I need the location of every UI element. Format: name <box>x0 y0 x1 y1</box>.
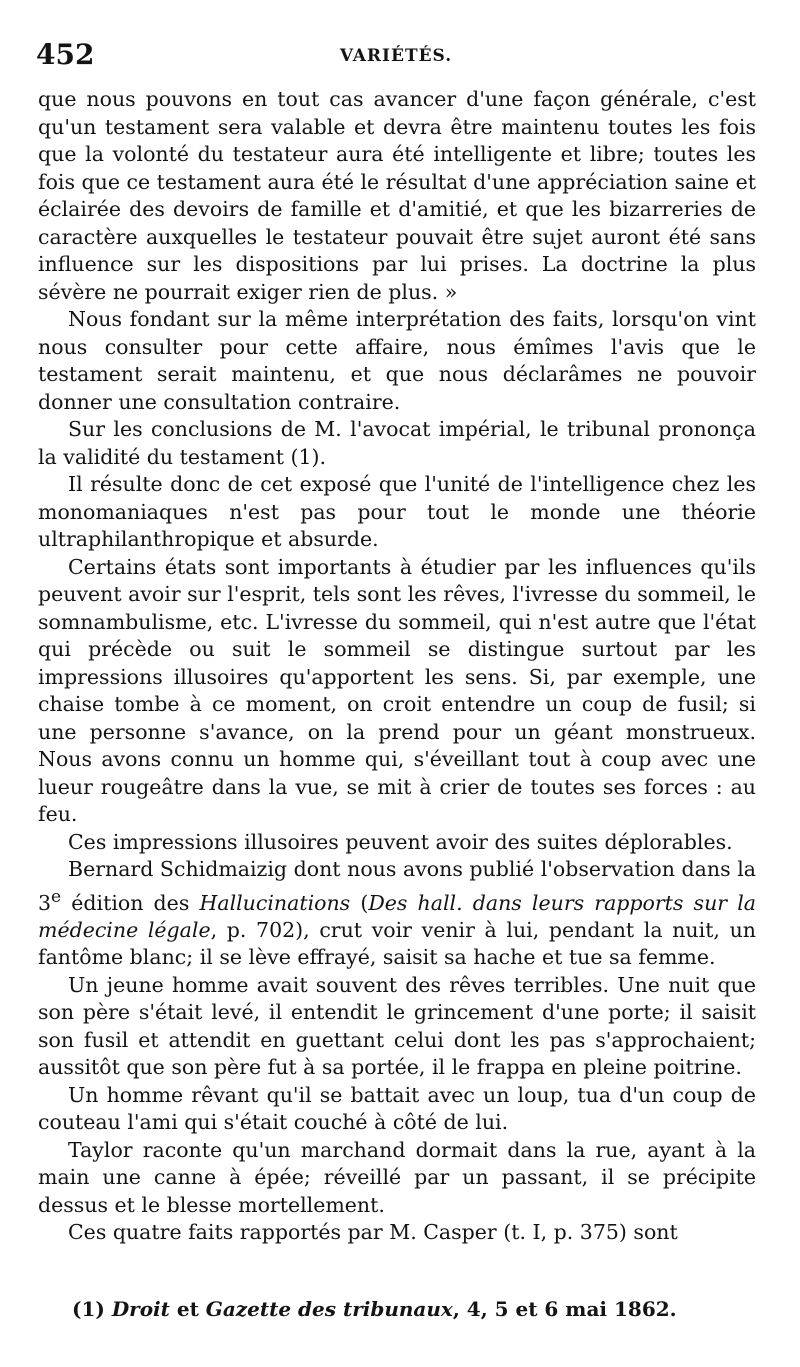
paragraph: Sur les conclusions de M. l'avocat impérial, le tribunal prononça la validité du testament (1). <box>38 417 756 469</box>
paragraph: Certains états sont importants à étudier par les influences qu'ils peuvent avoir sur l'esprit, tels sont les rêves, l'ivresse du sommeil, le somnambulisme, etc. L'ivresse du sommeil, qui n'est autre que l'état qui précède ou suit le sommeil se distingue surtout par les impressions illusoires qu'apportent les sens. Si, par exemple, une chaise tombe à ce moment, on croit entendre un coup de fusil; si une personne s'avance, on la prend pour un géant monstrueux. Nous avons connu un homme qui, s'éveillant tout à coup avec une lueur rougeâtre dans la vue, se mit à crier de toutes ses forces : au feu. <box>38 554 756 826</box>
paragraph: Il résulte donc de cet exposé que l'unité de l'intelligence chez les monomaniaques n'est pas pour tout le monde une théorie ultraphilanthropique et absurde. <box>38 472 756 551</box>
footnote-marker: (1) <box>72 1297 112 1321</box>
running-title: VARIÉTÉS. <box>339 46 453 66</box>
footnote <box>72 1296 756 1323</box>
text-run: , 4, 5 et 6 mai 1862. <box>452 1297 677 1321</box>
text-run: et <box>169 1297 206 1321</box>
paragraph: Ces quatre faits rapportés par M. Casper (t. I, p. 375) sont <box>68 1220 678 1245</box>
page-number: 452 <box>36 38 95 71</box>
text-run: Bernard Schidmaizig dont nous avons publié l'observation dans la 3 <box>38 857 756 915</box>
paragraph: Taylor raconte qu'un marchand dormait dans la rue, ayant à la main une canne à épée; réveillé par un passant, il se précipite dessus et le blesse mortellement. <box>38 1137 756 1217</box>
superscript: e <box>51 886 62 907</box>
paragraph: Nous fondant sur la même interprétation des faits, lorsqu'on vint nous consulter pour cette affaire, nous émîmes l'avis que le testament serait maintenu, et que nous déclarâmes ne pouvoir donner une consultation contraire. <box>38 307 756 414</box>
paragraph: Un homme rêvant qu'il se battait avec un loup, tua d'un coup de couteau l'ami qui s'était couché à côté de lui. <box>38 1082 756 1135</box>
paragraph: que nous pouvons en tout cas avancer d'une façon générale, c'est qu'un testament sera valable et devra être maintenu toutes les fois que la volonté du testateur aura été intelligente et libre; toutes les fois que ce testament aura été le résultat d'une appréciation saine et éclairée des devoirs de famille et d'amitié, et que les bizarreries de caractère auxquelles le testateur pouvait être sujet auront été sans influence sur les dispositions par lui prises. La doctrine la plus sévère ne pourrait exiger rien de plus. » <box>38 87 756 304</box>
page-header <box>36 38 756 74</box>
text-run: , p. 702), crut voir venir à lui, pendant la nuit, un fantôme blanc; il se lève effrayé, saisit sa hache et tue sa femme. <box>38 917 757 970</box>
paragraph: Ces impressions illusoires peuvent avoir des suites déplorables. <box>68 829 733 854</box>
journal-title: Droit <box>111 1297 170 1321</box>
book-subtitle: Des hall. dans leurs rapports sur la médecine légale <box>38 890 756 942</box>
paragraph: Un jeune homme avait souvent des rêves terribles. Une nuit que son père s'était levé, il entendit le grincement d'une porte; il saisit son fusil et attendit en guettant celui dont les pas s'approchaient; aussitôt que son père fut à sa portée, il le frappa en pleine poitrine. <box>38 972 756 1080</box>
book-title: Hallucinations <box>199 890 351 915</box>
body-text <box>38 86 756 1247</box>
paragraph <box>38 856 756 972</box>
text-run: ( <box>350 890 369 915</box>
text-run: édition des <box>61 890 200 915</box>
journal-title: Gazette des tribunaux <box>205 1297 453 1321</box>
